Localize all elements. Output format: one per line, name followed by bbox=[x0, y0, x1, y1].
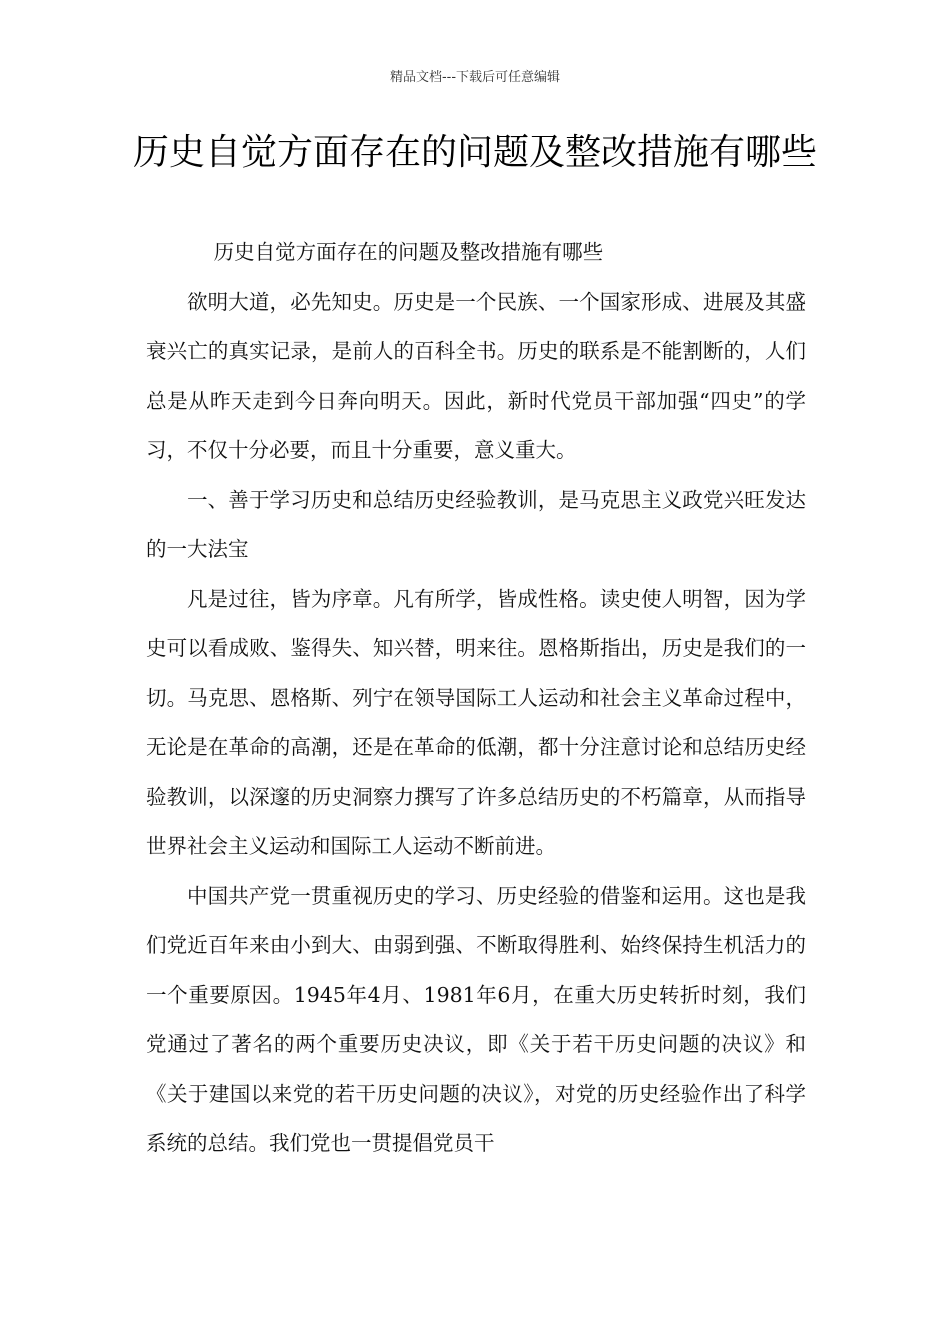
section-heading: 一、善于学习历史和总结历史经验教训，是马克思主义政党兴旺发达的一大法宝 bbox=[146, 487, 806, 561]
document-subtitle: 历史自觉方面存在的问题及整改措施有哪些 bbox=[213, 240, 604, 264]
document-title: 历史自觉方面存在的问题及整改措施有哪些 bbox=[132, 132, 817, 173]
document-body bbox=[146, 228, 806, 1169]
paragraph: 中国共产党一贯重视历史的学习、历史经验的借鉴和运用。这也是我们党近百年来由小到大、由弱到强、不断取得胜利、始终保持生机活力的一个重要原因。1945年4月、1981年6月，在重大历史转折时刻，我们党通过了著名的两个重要历史决议，即《关于若干历史问题的决议》和《关于建国以来党的若干历史问题的决议》，对党的历史经验作出了科学系统的总结。我们党也一贯提倡党员干 bbox=[146, 883, 806, 1155]
paragraph: 凡是过往，皆为序章。凡有所学，皆成性格。读史使人明智，因为学史可以看成败、鉴得失、知兴替，明来往。恩格斯指出，历史是我们的一切。马克思、恩格斯、列宁在领导国际工人运动和社会主义革命过程中，无论是在革命的高潮，还是在革命的低潮，都十分注意讨论和总结历史经验教训，以深邃的历史洞察力撰写了许多总结历史的不朽篇章，从而指导世界社会主义运动和国际工人运动不断前进。 bbox=[146, 586, 806, 858]
page-header: 精品文档---下载后可任意编辑 bbox=[389, 70, 561, 85]
paragraph: 欲明大道，必先知史。历史是一个民族、一个国家形成、进展及其盛衰兴亡的真实记录，是前人的百科全书。历史的联系是不能割断的，人们总是从昨天走到今日奔向明天。因此，新时代党员干部加强“四史”的学习，不仅十分必要，而且十分重要，意义重大。 bbox=[146, 289, 806, 462]
